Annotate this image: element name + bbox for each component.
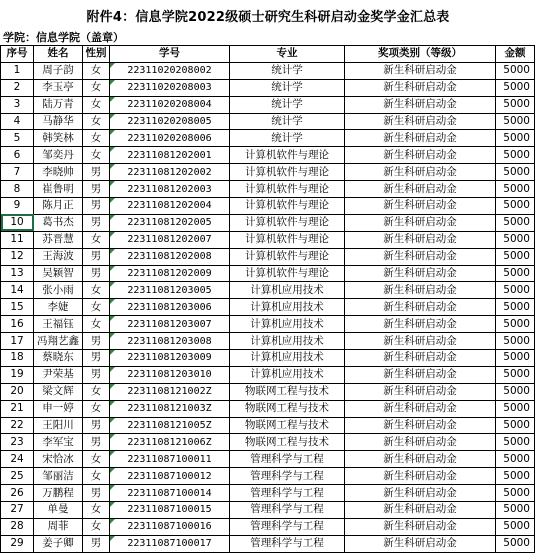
- cell-gender[interactable]: 女: [83, 113, 110, 130]
- cell-gender[interactable]: 女: [83, 518, 110, 535]
- table-row: [1, 181, 535, 198]
- table-row: [1, 383, 535, 400]
- cell-index[interactable]: 23: [1, 434, 34, 451]
- cell-student-id[interactable]: 2231108121002Z: [110, 383, 230, 400]
- table-row: [1, 62, 535, 79]
- cell-gender[interactable]: 女: [83, 130, 110, 147]
- cell-award-category[interactable]: 新生科研启动金: [345, 79, 496, 96]
- cell-student-id[interactable]: 22311087100016: [110, 518, 230, 535]
- cell-index[interactable]: 16: [1, 316, 34, 333]
- cell-major[interactable]: 物联网工程与技术: [230, 383, 345, 400]
- table-row: [1, 299, 535, 316]
- table-row: [1, 248, 535, 265]
- cell-name[interactable]: 张小雨: [34, 282, 83, 299]
- cell-student-id[interactable]: 22311081202004: [110, 198, 230, 215]
- cell-amount[interactable]: 5000: [496, 231, 535, 248]
- cell-amount[interactable]: 5000: [496, 417, 535, 434]
- cell-student-id[interactable]: 22311087100017: [110, 535, 230, 552]
- cell-award-category[interactable]: 新生科研启动金: [345, 164, 496, 181]
- cell-amount[interactable]: 5000: [496, 79, 535, 96]
- cell-name[interactable]: 陈月正: [34, 198, 83, 215]
- table-row: [1, 451, 535, 468]
- cell-award-category[interactable]: 新生科研启动金: [345, 366, 496, 383]
- cell-index[interactable]: 18: [1, 350, 34, 367]
- cell-amount[interactable]: 5000: [496, 518, 535, 535]
- cell-amount[interactable]: 5000: [496, 535, 535, 552]
- cell-amount[interactable]: 5000: [496, 181, 535, 198]
- cell-index[interactable]: 17: [1, 333, 34, 350]
- cell-name[interactable]: 李晓帅: [34, 164, 83, 181]
- cell-award-category[interactable]: 新生科研启动金: [345, 417, 496, 434]
- cell-amount[interactable]: 5000: [496, 333, 535, 350]
- cell-major[interactable]: 管理科学与工程: [230, 485, 345, 502]
- cell-student-id[interactable]: 22311081202009: [110, 265, 230, 282]
- cell-major[interactable]: 物联网工程与技术: [230, 434, 345, 451]
- cell-amount[interactable]: 5000: [496, 62, 535, 79]
- cell-name[interactable]: 韩笑林: [34, 130, 83, 147]
- cell-gender[interactable]: 女: [83, 62, 110, 79]
- cell-gender[interactable]: 男: [83, 535, 110, 552]
- cell-index[interactable]: 11: [1, 231, 34, 248]
- table-row: [1, 316, 535, 333]
- cell-amount[interactable]: 5000: [496, 383, 535, 400]
- header-major[interactable]: 专业: [230, 46, 345, 63]
- cell-amount[interactable]: 5000: [496, 400, 535, 417]
- cell-award-category[interactable]: 新生科研启动金: [345, 130, 496, 147]
- cell-major[interactable]: 计算机应用技术: [230, 282, 345, 299]
- table-row: [1, 417, 535, 434]
- cell-name[interactable]: 姜子卿: [34, 535, 83, 552]
- cell-amount[interactable]: 5000: [496, 164, 535, 181]
- cell-award-category[interactable]: 新生科研启动金: [345, 147, 496, 164]
- cell-index[interactable]: 25: [1, 468, 34, 485]
- cell-student-id[interactable]: 2231108121006Z: [110, 434, 230, 451]
- cell-amount[interactable]: 5000: [496, 147, 535, 164]
- cell-amount[interactable]: 5000: [496, 130, 535, 147]
- cell-index[interactable]: 21: [1, 400, 34, 417]
- cell-name[interactable]: 崔鲁明: [34, 181, 83, 198]
- cell-gender[interactable]: 女: [83, 502, 110, 519]
- cell-major[interactable]: 计算机软件与理论: [230, 198, 345, 215]
- cell-award-category[interactable]: 新生科研启动金: [345, 316, 496, 333]
- cell-student-id[interactable]: 22311020208004: [110, 96, 230, 113]
- cell-index[interactable]: 24: [1, 451, 34, 468]
- cell-index[interactable]: 10: [1, 214, 34, 231]
- cell-student-id[interactable]: 22311081202001: [110, 147, 230, 164]
- cell-gender[interactable]: 男: [83, 366, 110, 383]
- cell-amount[interactable]: 5000: [496, 96, 535, 113]
- cell-gender[interactable]: 女: [83, 316, 110, 333]
- table-row: [1, 468, 535, 485]
- cell-name[interactable]: 周菲: [34, 518, 83, 535]
- cell-name[interactable]: 申一婷: [34, 400, 83, 417]
- table-row: [1, 164, 535, 181]
- cell-gender[interactable]: 男: [83, 164, 110, 181]
- cell-student-id[interactable]: 2231108121003Z: [110, 400, 230, 417]
- cell-name[interactable]: 陆万青: [34, 96, 83, 113]
- table-row: [1, 265, 535, 282]
- cell-index[interactable]: 26: [1, 485, 34, 502]
- cell-name[interactable]: 王福钰: [34, 316, 83, 333]
- cell-student-id[interactable]: 22311020208002: [110, 62, 230, 79]
- cell-gender[interactable]: 男: [83, 350, 110, 367]
- cell-award-category[interactable]: 新生科研启动金: [345, 518, 496, 535]
- cell-major[interactable]: 计算机应用技术: [230, 350, 345, 367]
- cell-major[interactable]: 管理科学与工程: [230, 468, 345, 485]
- scholarship-table: [0, 45, 535, 553]
- cell-student-id[interactable]: 22311020208006: [110, 130, 230, 147]
- cell-student-id[interactable]: 22311081202002: [110, 164, 230, 181]
- cell-award-category[interactable]: 新生科研启动金: [345, 62, 496, 79]
- table-row: [1, 113, 535, 130]
- cell-gender[interactable]: 男: [83, 417, 110, 434]
- cell-major[interactable]: 计算机软件与理论: [230, 265, 345, 282]
- cell-major[interactable]: 计算机应用技术: [230, 366, 345, 383]
- cell-amount[interactable]: 5000: [496, 350, 535, 367]
- cell-name[interactable]: 苏晋慧: [34, 231, 83, 248]
- cell-index[interactable]: 2: [1, 79, 34, 96]
- cell-major[interactable]: 统计学: [230, 79, 345, 96]
- cell-student-id[interactable]: 22311087100014: [110, 485, 230, 502]
- cell-major[interactable]: 统计学: [230, 130, 345, 147]
- cell-index[interactable]: 1: [1, 62, 34, 79]
- cell-name[interactable]: 邹丽洁: [34, 468, 83, 485]
- cell-major[interactable]: 物联网工程与技术: [230, 400, 345, 417]
- cell-award-category[interactable]: 新生科研启动金: [345, 350, 496, 367]
- cell-award-category[interactable]: 新生科研启动金: [345, 333, 496, 350]
- cell-name[interactable]: 单曼: [34, 502, 83, 519]
- header-award-category[interactable]: 奖项类别（等级）: [345, 46, 496, 63]
- cell-gender[interactable]: 男: [83, 485, 110, 502]
- header-student-id[interactable]: 学号: [110, 46, 230, 63]
- table-row: [1, 485, 535, 502]
- cell-student-id[interactable]: 22311081202005: [110, 214, 230, 231]
- cell-index[interactable]: 22: [1, 417, 34, 434]
- cell-index[interactable]: 5: [1, 130, 34, 147]
- cell-gender[interactable]: 男: [83, 434, 110, 451]
- cell-gender[interactable]: 女: [83, 79, 110, 96]
- cell-major[interactable]: 统计学: [230, 96, 345, 113]
- cell-gender[interactable]: 女: [83, 400, 110, 417]
- cell-student-id[interactable]: 22311020208005: [110, 113, 230, 130]
- cell-amount[interactable]: 5000: [496, 113, 535, 130]
- table-row: [1, 535, 535, 552]
- header-name[interactable]: 姓名: [34, 46, 83, 63]
- cell-amount[interactable]: 5000: [496, 214, 535, 231]
- table-row: [1, 350, 535, 367]
- cell-major[interactable]: 计算机软件与理论: [230, 214, 345, 231]
- cell-index[interactable]: 4: [1, 113, 34, 130]
- cell-award-category[interactable]: 新生科研启动金: [345, 282, 496, 299]
- cell-amount[interactable]: 5000: [496, 485, 535, 502]
- cell-name[interactable]: 蔡晓东: [34, 350, 83, 367]
- cell-amount[interactable]: 5000: [496, 282, 535, 299]
- cell-major[interactable]: 统计学: [230, 113, 345, 130]
- cell-amount[interactable]: 5000: [496, 248, 535, 265]
- cell-index[interactable]: 28: [1, 518, 34, 535]
- cell-amount[interactable]: 5000: [496, 434, 535, 451]
- header-row: [1, 46, 535, 63]
- cell-index[interactable]: 13: [1, 265, 34, 282]
- table-row: [1, 282, 535, 299]
- cell-award-category[interactable]: 新生科研启动金: [345, 434, 496, 451]
- cell-major[interactable]: 管理科学与工程: [230, 518, 345, 535]
- header-amount[interactable]: 金额: [496, 46, 535, 63]
- table-row: [1, 214, 535, 231]
- table-row: [1, 198, 535, 215]
- cell-student-id[interactable]: 22311081203007: [110, 316, 230, 333]
- cell-name[interactable]: 邹奕丹: [34, 147, 83, 164]
- cell-major[interactable]: 计算机应用技术: [230, 333, 345, 350]
- table-row: [1, 400, 535, 417]
- cell-name[interactable]: 万鹏程: [34, 485, 83, 502]
- cell-award-category[interactable]: 新生科研启动金: [345, 535, 496, 552]
- cell-gender[interactable]: 男: [83, 198, 110, 215]
- cell-major[interactable]: 计算机软件与理论: [230, 248, 345, 265]
- cell-student-id[interactable]: 22311087100012: [110, 468, 230, 485]
- cell-name[interactable]: 葛书杰: [34, 214, 83, 231]
- cell-award-category[interactable]: 新生科研启动金: [345, 451, 496, 468]
- cell-amount[interactable]: 5000: [496, 198, 535, 215]
- cell-student-id[interactable]: 22311081203009: [110, 350, 230, 367]
- cell-gender[interactable]: 女: [83, 96, 110, 113]
- cell-student-id[interactable]: 2231108121005Z: [110, 417, 230, 434]
- table-row: [1, 333, 535, 350]
- cell-gender[interactable]: 女: [83, 282, 110, 299]
- cell-award-category[interactable]: 新生科研启动金: [345, 383, 496, 400]
- cell-index[interactable]: 7: [1, 164, 34, 181]
- cell-index[interactable]: 6: [1, 147, 34, 164]
- cell-major[interactable]: 计算机软件与理论: [230, 231, 345, 248]
- sheet-title[interactable]: 附件4：信息学院2022级硕士研究生科研启动金奖学金汇总表: [86, 9, 450, 25]
- table-row: [1, 231, 535, 248]
- cell-award-category[interactable]: 新生科研启动金: [345, 198, 496, 215]
- cell-name[interactable]: 王阳川: [34, 417, 83, 434]
- table-row: [1, 147, 535, 164]
- cell-amount[interactable]: 5000: [496, 299, 535, 316]
- cell-name[interactable]: 梁文辉: [34, 383, 83, 400]
- cell-major[interactable]: 计算机软件与理论: [230, 147, 345, 164]
- cell-major[interactable]: 计算机应用技术: [230, 299, 345, 316]
- cell-name[interactable]: 马静华: [34, 113, 83, 130]
- cell-gender[interactable]: 女: [83, 147, 110, 164]
- cell-award-category[interactable]: 新生科研启动金: [345, 265, 496, 282]
- cell-major[interactable]: 计算机软件与理论: [230, 181, 345, 198]
- cell-student-id[interactable]: 22311020208003: [110, 79, 230, 96]
- cell-student-id[interactable]: 22311081203008: [110, 333, 230, 350]
- table-row: [1, 79, 535, 96]
- cell-index[interactable]: 19: [1, 366, 34, 383]
- cell-amount[interactable]: 5000: [496, 502, 535, 519]
- cell-award-category[interactable]: 新生科研启动金: [345, 485, 496, 502]
- cell-amount[interactable]: 5000: [496, 265, 535, 282]
- cell-major[interactable]: 管理科学与工程: [230, 535, 345, 552]
- cell-major[interactable]: 计算机软件与理论: [230, 164, 345, 181]
- cell-student-id[interactable]: 22311081203010: [110, 366, 230, 383]
- header-index[interactable]: 序号: [1, 46, 34, 63]
- cell-gender[interactable]: 女: [83, 231, 110, 248]
- cell-amount[interactable]: 5000: [496, 451, 535, 468]
- cell-student-id[interactable]: 22311081202007: [110, 231, 230, 248]
- cell-index[interactable]: 14: [1, 282, 34, 299]
- cell-student-id[interactable]: 22311081203006: [110, 299, 230, 316]
- cell-amount[interactable]: 5000: [496, 366, 535, 383]
- cell-student-id[interactable]: 22311081202008: [110, 248, 230, 265]
- cell-gender[interactable]: 女: [83, 468, 110, 485]
- table-row: [1, 130, 535, 147]
- cell-award-category[interactable]: 新生科研启动金: [345, 248, 496, 265]
- cell-name[interactable]: 周子韵: [34, 62, 83, 79]
- cell-award-category[interactable]: 新生科研启动金: [345, 96, 496, 113]
- cell-student-id[interactable]: 22311087100015: [110, 502, 230, 519]
- cell-index[interactable]: 15: [1, 299, 34, 316]
- cell-gender[interactable]: 男: [83, 265, 110, 282]
- cell-index[interactable]: 3: [1, 96, 34, 113]
- cell-index[interactable]: 9: [1, 198, 34, 215]
- cell-gender[interactable]: 女: [83, 299, 110, 316]
- cell-gender[interactable]: 男: [83, 214, 110, 231]
- cell-gender[interactable]: 女: [83, 451, 110, 468]
- cell-amount[interactable]: 5000: [496, 316, 535, 333]
- cell-award-category[interactable]: 新生科研启动金: [345, 113, 496, 130]
- cell-index[interactable]: 12: [1, 248, 34, 265]
- cell-gender[interactable]: 女: [83, 383, 110, 400]
- cell-major[interactable]: 统计学: [230, 62, 345, 79]
- table-row: [1, 434, 535, 451]
- cell-gender[interactable]: 男: [83, 248, 110, 265]
- cell-award-category[interactable]: 新生科研启动金: [345, 502, 496, 519]
- cell-index[interactable]: 29: [1, 535, 34, 552]
- cell-name[interactable]: 王海波: [34, 248, 83, 265]
- table-row: [1, 518, 535, 535]
- cell-student-id[interactable]: 22311081202003: [110, 181, 230, 198]
- cell-major[interactable]: 计算机应用技术: [230, 316, 345, 333]
- cell-index[interactable]: 27: [1, 502, 34, 519]
- cell-index[interactable]: 20: [1, 383, 34, 400]
- header-gender[interactable]: 性别: [83, 46, 110, 63]
- table-body: [1, 62, 535, 552]
- cell-award-category[interactable]: 新生科研启动金: [345, 299, 496, 316]
- table-row: [1, 502, 535, 519]
- cell-name[interactable]: 冯翔艺鑫: [34, 333, 83, 350]
- cell-major[interactable]: 物联网工程与技术: [230, 417, 345, 434]
- cell-gender[interactable]: 男: [83, 333, 110, 350]
- cell-award-category[interactable]: 新生科研启动金: [345, 231, 496, 248]
- table-row: [1, 366, 535, 383]
- cell-student-id[interactable]: 22311081203005: [110, 282, 230, 299]
- table-row: [1, 96, 535, 113]
- cell-name[interactable]: 李玉亭: [34, 79, 83, 96]
- cell-gender[interactable]: 男: [83, 181, 110, 198]
- cell-name[interactable]: 尹荣基: [34, 366, 83, 383]
- cell-award-category[interactable]: 新生科研启动金: [345, 468, 496, 485]
- cell-name[interactable]: 李军宝: [34, 434, 83, 451]
- cell-award-category[interactable]: 新生科研启动金: [345, 181, 496, 198]
- cell-student-id[interactable]: 22311087100011: [110, 451, 230, 468]
- college-label[interactable]: 学院：信息学院（盖章）: [3, 31, 124, 44]
- cell-name[interactable]: 宋恰冰: [34, 451, 83, 468]
- cell-award-category[interactable]: 新生科研启动金: [345, 214, 496, 231]
- cell-name[interactable]: 李婕: [34, 299, 83, 316]
- cell-name[interactable]: 吴颖智: [34, 265, 83, 282]
- cell-index[interactable]: 8: [1, 181, 34, 198]
- cell-major[interactable]: 管理科学与工程: [230, 451, 345, 468]
- cell-award-category[interactable]: 新生科研启动金: [345, 400, 496, 417]
- cell-amount[interactable]: 5000: [496, 468, 535, 485]
- cell-major[interactable]: 管理科学与工程: [230, 502, 345, 519]
